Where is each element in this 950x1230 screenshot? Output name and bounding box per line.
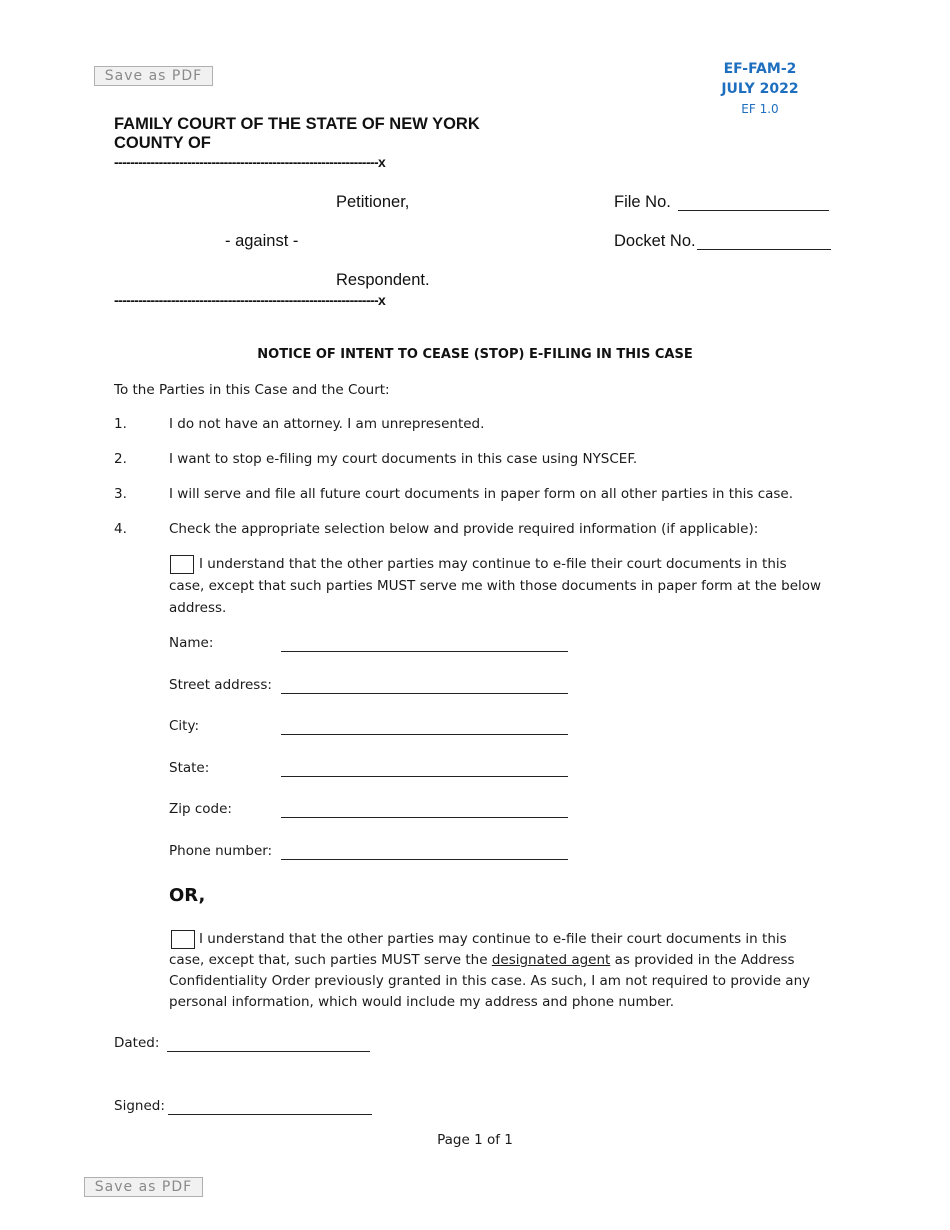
option-paper-service-checkbox[interactable] [170, 555, 194, 574]
signed-label: Signed: [114, 1098, 165, 1114]
city-field[interactable] [281, 734, 568, 735]
option2-text-line3: Confidentiality Order previously granted in this case. As such, I am not required to provide any [169, 973, 811, 989]
phone-number-label: Phone number: [169, 843, 273, 859]
option2-text-after: as provided in the Address [610, 952, 795, 968]
caption-divider-top: -----------------------------------------------------------------x [114, 154, 386, 170]
docket-no-field[interactable] [697, 249, 831, 250]
phone-number-field[interactable] [281, 859, 568, 860]
item-number: 4. [114, 521, 127, 537]
signed-field[interactable] [168, 1114, 372, 1115]
state-label: State: [169, 760, 210, 776]
against-label: - against - [225, 232, 299, 250]
form-code: EF-FAM-2 [723, 61, 797, 77]
dated-label: Dated: [114, 1035, 160, 1051]
option-designated-agent-checkbox[interactable] [171, 930, 195, 949]
item-number: 1. [114, 416, 127, 432]
option2-text-line4: personal information, which would include my address and phone number. [169, 994, 675, 1010]
notice-title: NOTICE OF INTENT TO CEASE (STOP) E-FILING IN THIS CASE [257, 347, 693, 362]
dated-field[interactable] [167, 1051, 370, 1052]
option2-text-line2 [169, 952, 795, 968]
name-label: Name: [169, 635, 214, 651]
salutation: To the Parties in this Case and the Court: [114, 382, 390, 398]
court-name: FAMILY COURT OF THE STATE OF NEW YORK [114, 115, 480, 133]
zip-code-field[interactable] [281, 817, 568, 818]
item-number: 2. [114, 451, 127, 467]
item-text: I do not have an attorney. I am unrepresented. [169, 416, 485, 432]
file-no-field[interactable] [678, 210, 829, 211]
file-no-label: File No. [614, 193, 671, 211]
form-version: EF 1.0 [741, 102, 779, 116]
zip-code-label: Zip code: [169, 801, 232, 817]
item-text: Check the appropriate selection below and provide required information (if applicable): [169, 521, 759, 537]
option1-text-line3: address. [169, 600, 227, 616]
option2-text-line1: I understand that the other parties may continue to e-file their court documents in this [199, 931, 787, 947]
option1-text-line2: case, except that such parties MUST serve me with those documents in paper form at the below [169, 578, 822, 594]
form-date: JULY 2022 [721, 81, 799, 97]
option1-text-line1: I understand that the other parties may continue to e-file their court documents in this [199, 556, 787, 572]
city-label: City: [169, 718, 200, 734]
page-number: Page 1 of 1 [437, 1132, 513, 1148]
item-number: 3. [114, 486, 127, 502]
state-field[interactable] [281, 776, 568, 777]
petitioner-label: Petitioner, [336, 193, 410, 211]
item-text: I will serve and file all future court documents in paper form on all other parties in this case. [169, 486, 794, 502]
option2-text-before: case, except that, such parties MUST serve the [169, 952, 492, 968]
name-field[interactable] [281, 651, 568, 652]
street-address-field[interactable] [281, 693, 568, 694]
item-text: I want to stop e-filing my court documents in this case using NYSCEF. [169, 451, 638, 467]
respondent-label: Respondent. [336, 271, 430, 289]
save-as-pdf-button-bottom[interactable]: Save as PDF [84, 1177, 203, 1197]
county-label: COUNTY OF [114, 134, 211, 152]
save-as-pdf-button-top[interactable]: Save as PDF [94, 66, 213, 86]
caption-divider-bottom: -----------------------------------------------------------------x [114, 292, 386, 308]
designated-agent-term: designated agent [491, 952, 611, 968]
docket-no-label: Docket No. [614, 232, 696, 250]
street-address-label: Street address: [169, 677, 272, 693]
or-separator: OR, [169, 885, 206, 906]
